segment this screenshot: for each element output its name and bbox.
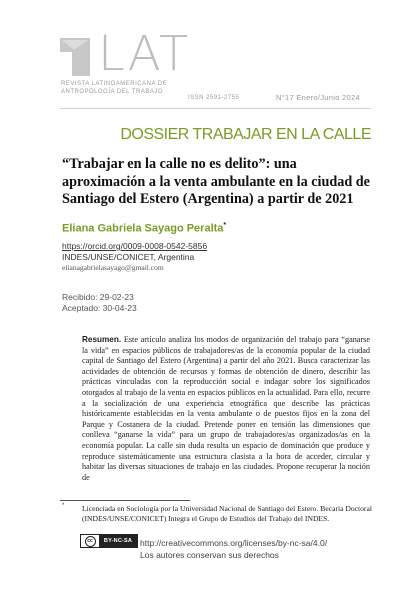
header-divider: [60, 108, 371, 109]
issn: ISSN 2591-2755: [188, 95, 240, 101]
section-heading: DOSSIER TRABAJAR EN LA CALLE: [120, 126, 371, 143]
accepted-date: Aceptado: 30-04-23: [62, 303, 137, 313]
article-title: “Trabajar en la calle no es delito”: una aproximación a la venta ambulante en la ciudad de Santiago del Estero (Argentina) a partir de 2021: [62, 156, 370, 207]
author-footnote-mark: *: [223, 222, 227, 229]
issue-label: N°17 Enero/Junio 2024: [276, 93, 360, 102]
footnote-divider: [60, 500, 190, 501]
license-note: Los autores conservan sus derechos: [140, 550, 279, 560]
cc-badge-text: BY-NC-SA: [99, 535, 137, 547]
author-name: [62, 222, 226, 235]
cc-icon-wrap: [81, 535, 99, 547]
abstract-text: Este artículo analiza los modos de organización del trabajo para “ganarse la vida” en espacios públicos de trabajadores/as de la economía popular de la ciudad capital de Santiago del Estero (Argentina) a partir del año 2021. Busca caracterizar las actividades de obtención de recursos y formas de obtención de dinero, describir las prácticas vinculadas con la reproducción social e indagar sobre los significados otorgados al trabajo de la venta en espacios públicos en la actualidad. Para ello, recurre a la socialización de una experiencia etnográfica que describe las prácticas históricamente establecidas en la venta ambulante o de puestos fijos en la zona del Parque y Costanera de la ciudad. Pretende poner en tensión las dimensiones que conlleva “ganarse la vida” para un grupo de trabajadores/as organizados/as en la economía popular. La calle sin duda resulta un espacio de dominación que produce y reproduce sistemáticamente una estructura clasista a la hora de acceder, circular y habitar las diversas situaciones de trabajo en las ciudades. Propone recuperar la noción de: [82, 335, 370, 482]
journal-logo-text: LAT: [98, 26, 191, 82]
abstract: [82, 335, 370, 483]
journal-subtitle: [61, 80, 191, 96]
footnote-mark: *: [62, 503, 65, 509]
lat-logo-icon: [60, 36, 102, 78]
journal-subtitle-line1: REVISTA LATINOAMERICANA DE: [61, 81, 168, 87]
author-name-text: Eliana Gabriela Sayago Peralta: [62, 222, 224, 235]
footnote-text: Licenciada en Sociología por la Universidad Nacional de Santiago del Estero. Becaria Doctoral (INDES/UNSE/CONICET) Integra el Grupo de Estudios del Trabajo del INDES.: [82, 504, 372, 523]
journal-subtitle-line2: ANTROPOLOGÍA DEL TRABAJO: [61, 89, 164, 95]
cc-icon: cc: [85, 536, 96, 547]
author-affiliation: INDES/UNSE/CONICET, Argentina: [62, 252, 195, 262]
abstract-label: Resumen.: [82, 335, 122, 344]
cc-license-badge[interactable]: [80, 534, 138, 548]
license-url[interactable]: http://creativecommons.org/licenses/by-nc-sa/4.0/: [140, 538, 328, 548]
received-date: Recibido: 29-02-23: [62, 292, 134, 302]
orcid-link[interactable]: https://orcid.org/0009-0008-0542-5856: [62, 241, 208, 251]
author-email[interactable]: elianagabrielasayago@gmail.com: [62, 263, 164, 272]
